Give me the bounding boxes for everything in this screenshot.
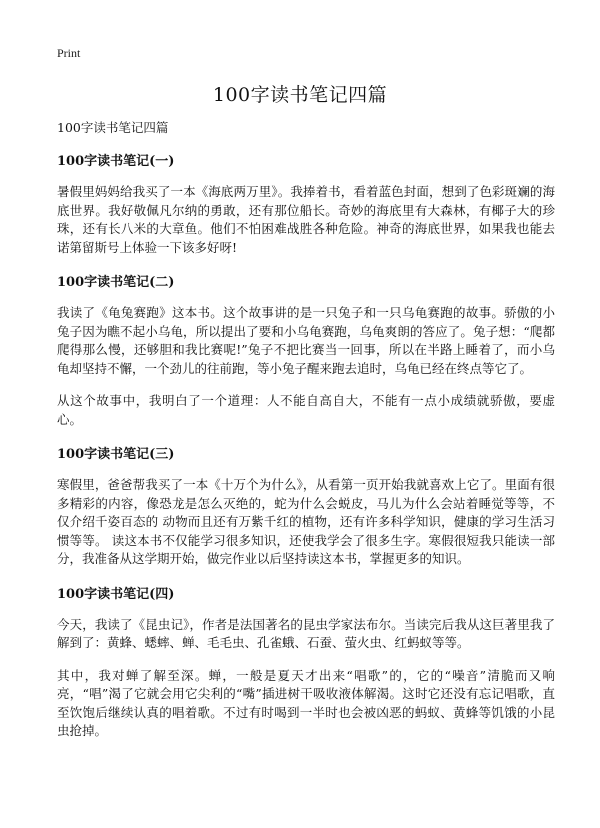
document-subtitle: 100字读书笔记四篇: [57, 120, 169, 135]
page-title: 100字读书笔记四篇: [212, 84, 388, 106]
section-heading: 100字读书笔记(四): [57, 586, 175, 602]
paragraph: 我读了《龟兔赛跑》这本书。这个故事讲的是一只兔子和一只乌龟赛跑的故事。骄傲的小兔子因为瞧不起小乌龟，所以提出了要和小乌龟赛跑，乌龟爽朗的答应了。兔子想：“爬都爬得那么慢，还够胆和我比赛呢!”兔子不把比赛当一回事，所以在半路上睡着了，而小乌龟却坚持不懈，一个劲儿的往前跑，等小兔子醒来跑去追时，乌龟已经在终点等它了。: [57, 305, 555, 376]
paragraph: 其中，我对蝉了解至深。蝉，一般是夏天才出来“唱歌”的，它的“噪音”清脆而又响亮，“唱”渴了它就会用它尖利的“嘴”插进树干吸收液体解渴。这时它还没有忘记唱歌，直至饮饱后继续认真的唱着歌。不过有时喝到一半时也会被凶恶的蚂蚁、黄蜂等饥饿的小昆虫抢掉。: [57, 667, 555, 738]
paragraph: 寒假里，爸爸帮我买了一本《十万个为什么》，从看第一页开始我就喜欢上它了。里面有很多精彩的内容，像恐龙是怎么灭绝的，蛇为什么会蜕皮，马儿为什么会站着睡觉等等，不仅介绍千姿百态的 动物而且还有万紫千红的植物，还有许多科学知识，健康的学习生活习惯等等。 读这本书不仅能学习很多知识，还使我学会了很多生字。寒假很短我只能读一部分，我准备从这学期开始，做完作业以后坚持读这本书，掌握更多的知识。: [57, 477, 555, 566]
section-3: [57, 443, 555, 569]
section-4: [57, 583, 555, 741]
section-heading: 100字读书笔记(一): [57, 154, 175, 169]
section-2: [57, 271, 555, 429]
paragraph: 今天，我读了《昆虫记》，作者是法国著名的昆虫学家法布尔。当读完后我从这巨著里我了解到了：黄蜂、蟋蟀、蝉、毛毛虫、孔雀蛾、石蚕、萤火虫、红蚂蚁等等。: [57, 616, 555, 650]
print-link[interactable]: Print: [57, 46, 81, 60]
section-heading: 100字读书笔记(三): [57, 447, 175, 462]
paragraph: 暑假里妈妈给我买了一本《海底两万里》。我捧着书，看着蓝色封面，想到了色彩斑斓的海底世界。我好敬佩凡尔纳的勇敢，还有那位船长。奇妙的海底里有大森林，有椰子大的珍珠，还有长八米的大章鱼。他们不怕困难战胜各种危险。神奇的海底世界，如果我也能去诺第留斯号上体验一下该多好呀!: [57, 184, 555, 255]
document-body: [57, 118, 555, 755]
paragraph: 从这个故事中，我明白了一个道理：人不能自高自大，不能有一点小成绩就骄傲，要虚心。: [57, 393, 555, 427]
section-1: [57, 150, 555, 257]
section-heading: 100字读书笔记(二): [57, 275, 175, 290]
